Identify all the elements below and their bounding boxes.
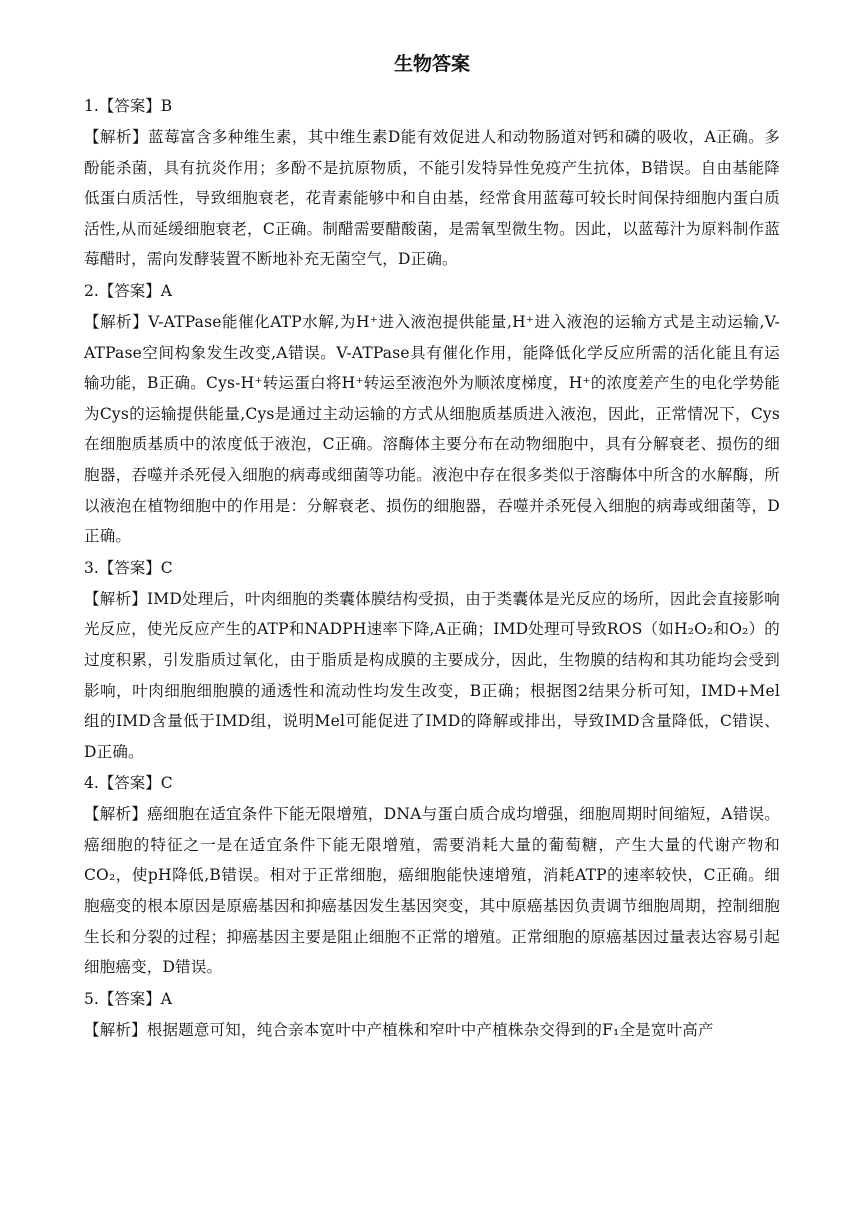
answer-line — [84, 983, 780, 1015]
page-title: 生物答案 — [393, 53, 470, 75]
answer-label: 【答案】C — [98, 558, 173, 577]
answer-line — [84, 90, 780, 122]
question-number: 5. — [84, 989, 99, 1008]
question-number: 3. — [84, 558, 99, 577]
question-4 — [84, 767, 780, 983]
answer-line — [84, 552, 780, 584]
analysis-text: 【解析】癌细胞在适宜条件下能无限增殖，DNA与蛋白质合成均增强，细胞周期时间缩短，A错误。癌细胞的特征之一是在适宜条件下能无限增殖，需要消耗大量的葡萄糖，产生大量的代谢产物和CO₂，使pH降低,B错误。相对于正常细胞，癌细胞能快速增殖，消耗ATP的速率较快，C正确。细胞癌变的根本原因是原癌基因和抑癌基因发生基因突变，其中原癌基因负责调节细胞周期，控制细胞生长和分裂的过程；抑癌基因主要是阻止细胞不正常的增殖。正常细胞的原癌基因过量表达容易引起细胞癌变，D错误。 — [84, 805, 780, 977]
answer-line — [84, 275, 780, 307]
answer-label: 【答案】C — [98, 774, 173, 793]
question-2 — [84, 275, 780, 552]
analysis-text: 【解析】V-ATPase能催化ATP水解,为H⁺进入液泡提供能量,H⁺进入液泡的运输方式是主动运输,V-ATPase空间构象发生改变,A错误。V-ATPase具有催化作用，能降低化学反应所需的活化能且有运输功能，B正确。Cys-H⁺转运蛋白将H⁺转运至液泡外为顺浓度梯度，H⁺的浓度差产生的电化学势能为Cys的运输提供能量,Cys是通过主动运输的方式从细胞质基质进入液泡，因此，正常情况下，Cys在细胞质基质中的浓度低于液泡，C正确。溶酶体主要分布在动物细胞中，具有分解衰老、损伤的细胞器，吞噬并杀死侵入细胞的病毒或细菌等功能。液泡中存在很多类似于溶酶体中所含的水解酶，所以液泡在植物细胞中的作用是：分解衰老、损伤的细胞器，吞噬并杀死侵入细胞的病毒或细菌等，D正确。 — [84, 312, 780, 546]
question-3 — [84, 552, 780, 768]
analysis-text: 【解析】根据题意可知，纯合亲本宽叶中产植株和窄叶中产植株杂交得到的F₁全是宽叶高产 — [84, 1020, 714, 1039]
answer-label: 【答案】B — [98, 97, 173, 115]
analysis-text: 【解析】IMD处理后，叶肉细胞的类囊体膜结构受损，由于类囊体是光反应的场所，因此会直接影响光反应，使光反应产生的ATP和NADPH速率下降,A正确；IMD处理可导致ROS（如H₂O₂和O₂）的过度积累，引发脂质过氧化，由于脂质是构成膜的主要成分，因此，生物膜的结构和其功能均会受到影响，叶肉细胞细胞膜的通透性和流动性均发生改变，B正确；根据图2结果分析可知，IMD+Mel组的IMD含量低于IMD组，说明Mel可能促进了IMD的降解或排出，导致IMD含量降低，C错误、D正确。 — [84, 589, 780, 761]
answer-label: 【答案】A — [98, 989, 172, 1008]
question-number: 4. — [84, 774, 99, 793]
answer-label: 【答案】A — [98, 281, 172, 300]
question-number: 2. — [84, 281, 99, 300]
question-1 — [84, 90, 780, 275]
analysis-text: 【解析】蓝莓富含多种维生素，其中维生素D能有效促进人和动物肠道对钙和磷的吸收，A正确。多酚能杀菌，具有抗炎作用；多酚不是抗原物质，不能引发特异性免疫产生抗体，B错误。自由基能降低蛋白质活性，导致细胞衰老，花青素能够中和自由基，经常食用蓝莓可较长时间保持细胞内蛋白质活性,从而延缓细胞衰老，C正确。制醋需要醋酸菌，是需氧型微生物。因此，以蓝莓汁为原料制作蓝莓醋时，需向发酵装置不断地补充无菌空气，D正确。 — [84, 128, 780, 269]
question-5 — [84, 983, 780, 1046]
question-number: 1. — [84, 97, 99, 115]
answer-line — [84, 767, 780, 799]
